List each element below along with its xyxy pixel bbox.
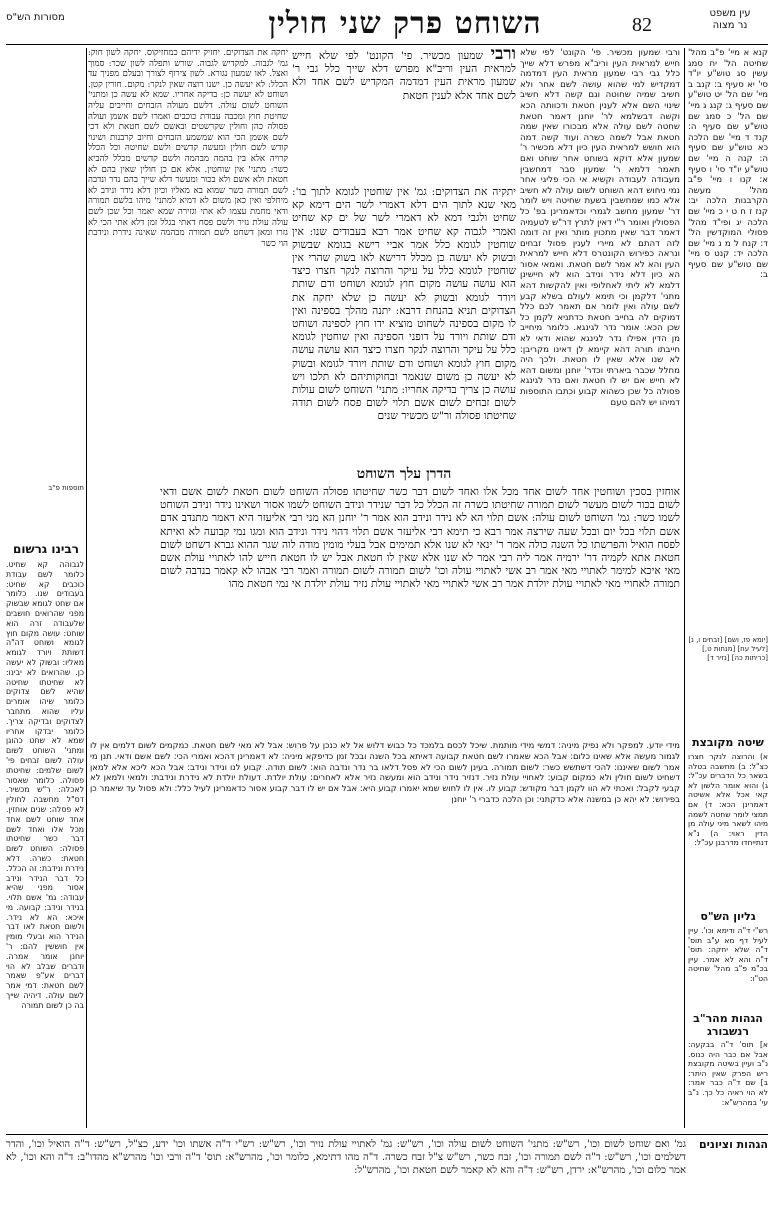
gemara-top-text: שמעון מכשיר. פי' הקונט' לפי שלא חייש למראית העין וריב"א מפרש דלא שייך כלל גבי ר' שמעון מראית העין דמדמה המקדיש לשם אחד ולא לשם אחד אלא לענין חטאת — [292, 50, 516, 102]
gemara-top — [292, 48, 516, 182]
gilyon-hashas-title: גליון הש"ס — [700, 910, 756, 923]
gemara-continued: אוחזין בסכין ושוחטין אחד לשום אחד מכל אלו ואחד לשום דבר כשר שחיטתו פסולה השוחט לשום חטאת לשום אשם ודאי לשום בכור לשום מעשר לשום תמורה שחיטתו כשרה זה הכלל כל דבר שנידר ונידב השוחט לשמו אסור ושאינו נידר ונידב השוחט לשמו כשר: גמ' השוחט לשום עולה: אשם תלוי הא לא נידר ונידב הוא אמר ר' יוחנן הא מני רבי אליעזר היא דאמר מתנדב אדם אשם תלוי בכל יום ובכל שעה שירצה אמר רבא כי תימא רבי אליעזר אשם תלוי דהוי נידר ונידב הוא ומגו נמי קבועה לא ואיתא לפסח הואיל והפרשתו כל השנה כולה אמר ר' ינאי לא שנו אלא תמימים אבל בעלי מומין מודה לוה שגר ההוא גברא דשחט לשום חטאת אתא לקמיה דר' ירמיה אמר ליה רבי אמר לא שנו אלא שאין לו חטאת אבל יש לו חטאת חייש להו לאתויי עולת אשם מאי איכא למימר לאתויי מאי אמר רב אשי לאתויי עולה וכו' לשום תמורה לשום תמורה ואמר רבי אבהו לא קאמר בנדבה לשום תמורה לאחויי מאי לאתויי עולת יולדת אמר רב אשי לאתויי מאי לאתויי עולת נזיר עולת יולדת אי נמי חטאת מהו — [160, 486, 680, 591]
footer-divider — [6, 1134, 768, 1135]
tosafot-text-2: והא לא אמר לשם חטאת. ואמאי אסור הא כיון דלא נידר ונידב הוא לא חיישינן דלמא לא ליתי לאחלופי ואין להקשות דהא מתני' דלקמן וכי תימא לעולם בשלא קבע לשם עולה ואין לומר אם תאמר לכם כלל דמוקים לה בחייב חטאת כדתניא לקמן כל שכן הכא: אומר נדר לגינגא. כלומר מיחייב מן הדין אפילו נדר לגינגא שהוא ודאי לא חייבתו תורה דהא קיימא לן דאינו מקריבן: לא שנו אלא שאין לו חטאת. ולכך היה מחלל שכבר ביארתי וכדר' יוחנן ומשום דהא לא חייש אם יש לו חטאת ואם נדר לגינגא פסולה כל שכן כשהוא קבוע וכתבו התוספות דמיהו יש להם טעם — [520, 259, 680, 408]
masoret-hashas-label: מסורות הש"ס — [6, 12, 65, 23]
rashi-column: יחקה את הצדוקים. יחזיק ידיהם כמחזיקוס. יחקה לשון חוק: גמ' לגבוה. למקדיש לגבוה. שורש ותפלה לשון שכר: סמוך ואצל. לאו שמעון נגורא. לשון צירוף לצורך ובעלם מפניך עד הכלל: לא יעשה כן. ישנו רוצה שאין לנקר: מקום. חורין קטן. ושוחט לא יעשה כן: בדיקה אחריו. שמא לא עשה כן ומתני' השוחט לשום עולה. דלשם מעולה הזבחים וחייבים עליה שחיטת חוץ ומכבה עבודת כוכבים ואמרו לשם אשמן ועולה פסולה כהן וחולין שקרשטים ובאשם לשם חטאת ולא דכי לשם אשמן הכי הוא שמשמע הזבחים וחיוב קרבנות ושינוי קודש לשם חולין ומעשה קדשים ולשם שחיטה וכל הכלל קרויה אלא בין בהמה מבהמה ולשם קדשים מכלל להביא כשר: מתני' אין שוחטין. אלא אם כן חולין שאין בהם לא חטאת ולא אשם ולא בכור ומעשר דלא שייך בהם נדר ונדבה לשם תמורה כשר שמוא בא מאליו וכיון דלא נידר ונידב לא מיחלפי ואין כאן משום לא דמיא למתני' מיהו בלשם תמורה ודאי מחמת עצמו לא אתי וגזירה שמא יאמר וכל שכן לשם עולה עולת נזיר ולשם פסח דאתי בגלל זמן דלא אתי הכי לא גזרו ומאן דשחט לשם תמורה מבהמה שאינה נידרת ונידבת הוי כשר — [88, 48, 288, 249]
page-number: 82 — [632, 14, 652, 36]
page-title: השוחט פרק שני חולין — [268, 6, 542, 41]
rabbeinu-gershom-title: רבינו גרשום — [13, 542, 79, 556]
column-divider — [684, 48, 685, 1128]
hagahot-text: א] תוס' ד"ה בבקעה: אבל אם כבר היה כנוס. נ"ב ועיין בשיטה מקובצת ריש הפרק שאין היתר: ב] שם ד"ה כבר אמר: לא הוי ראיה כל כך. נ"ב עי' במהרש"א: — [688, 1040, 768, 1107]
gilyon-hashas-text: רש"י ד"ה ודימא וכו'. עיין לעיל דף מא ע"ב תוס' ד"ה שלא יחקה: תוס' ד"ה והא לא אמר. עיין בכ"מ פ"ב מהל' שחיטה הט"ו: — [688, 926, 768, 983]
gemara-lead-word: ורבי — [490, 48, 516, 64]
bottom-commentary: מידי יודע. למפקר ולא נפיק מיניה: דמשי מידי מותמת. שיכל לכסם בלמכד כל כבוש דלוש אל לא כנכן על פרוש: אבל לא מאי לשם חטאת. כמקמים לשום דלמים אין לו לגמור מעשה אלא שאינו כלום: אבל הכא שאמרו לשם חטאת קבועה דאיתא בכל השנה ובכל זמן כדיפקא מיניה: לא דאמרינן דהכא ואמרי הכי: לשם אשם ודאי. תנן מי אמר לשום שאיננו: להכי דשתשש כשר: לשום תמורה. בעינן לשום הכי לא פסל דלאו בר נדר ונדבה הוא: לשום תודה. קבוע לנו ונידר ונידב: אבל הכא ליכא אלא למאן דשחיט לשום חולין ולא כמקום קבוע: לאחויי עולת נזיר. דנזיר נידר ונידב הוא ומעשה נזיר אלא לאחרים: עולת יולדת. דעולת יולדת לא נידרת ונידבת: ולמאי ולמאן לא קבעי לקבל: ואכתי לא הוו לקמן דבר מקודש: קבוע לו. אין לו לחוש שמא יאמרו קבוע היא: אבל אם יש לו דבר קבוע אסור כדאמרינן לעיל כלל: ולא פסול עד שיאמר כן בפירוש: לא יהא כן במשנה אלא כדקתני: וכן הלכה כדברי ר' יוחנן — [90, 740, 680, 804]
hadran: הדרן עלך השוחט — [356, 466, 452, 482]
footer-text: גמ' ואם שוחט לשום וכו', רש"ש: מתני' השוחט לשום עולה וכו', רש"ש: גמ' לאתויי עולת נזיר וכו', רש"ש: רש"י ד"ה אשתו וכו' ידע, כצ"ל, רש"ש: ד"ה הואיל וכו', והדר דשלמים וכו', רש"ש: ד"ה לשם תמורה וכו', זבח כשר, רש"ש צ"ל זבח כשרה. ד"ה מהו דתימא, כלומר וכו', מהרש"א: תוס' ד"ה ורבי וכו' מהרש"א מהדו"ב: ד"ה והא וכו', לא אמר כלום וכו', מהרש"א: ירדן, רש"ש: ד"ה והא לא קאמר לשם חטאת וכו', מהרש"ל: — [6, 1139, 686, 1176]
rashi-margin-note: תוספות פ"ב — [48, 484, 84, 492]
ein-mishpat-column: קנא א מיי' פ"ב מהל' שחיטה הל' יח סמג עשין סג טוש"ע יו"ד סי' יא סעיף ב: קנב ב מיי' שם הל' יט טוש"ע שם סעיף ג: קנג ג מיי' שם הל' כ סמג שם טוש"ע שם סעיף ה: קנד ד מיי' שם הלכה כא טוש"ע שם סעיף ה: קנה ה מיי' שם טוש"ע יו"ד סי' ו סעיף א: קנו ו מיי' פ"ב מהל' מעשה הקרבנות הלכה יב: קנז ז ח ט י כ מיי' שם הלכה יג ופי"ד מהל' פסולי המוקדשין הל' ד: קנח ל מ נ מיי' שם הלכה יד: קנט ס מיי' שם טוש"ע שם סעיף ב: — [688, 48, 768, 281]
ein-mishpat-notes: [יומא פז, ושם] [זבחים ו, נ] [לעיל עח] [מנחות ט,] [כריתות כה] [נזיר ד] — [688, 636, 768, 662]
footer-label: הגהות וציונים — [698, 1138, 768, 1151]
hagahot-title: הגהות מהר"ב רנשבורג — [693, 1012, 763, 1038]
left-column-divider — [86, 48, 87, 1128]
gemara-main: יתקיה את הצדוקים: גמ' אין שוחטין לגומא לתוך בו': מאי שנא לתוך הים דלא דאמרי לשר הים דימא קא שחיט ולגבי דמא לא דאמרי לשר של ים קא שחיט ואמרי לגבוה קא שחיט אמר רבא בעבודים שנו: אין שוחטין לגומא כלל אמר אביי רישא בגומא שבשוק ובשוק לא יעשה כן מכלל דרישא לאו בשוק שהרי אין שוחטין לגומא כלל על עיקר והרוצה לנקר חצרו כיצד הוא עושה עושה מקום חוץ לגומא ושוחט ודם שותת ויורד לגומא ובשוק לא יעשה כן שלא יחקה את הצדוקים תניא בהנחת דרבא: יתנה מהלך בספינה ואין לו מקום בספינה לשחוט מוציא ידו חוץ לספינה ושוחט ודם שותת ויורד על דופני הספינה ואין שוחטין לגומא כלל על עיקר והרוצה לנקר חצרו כיצד הוא עושה עושה מקום חוץ לגומא ושוחט ודם שותת ויורד לגומא ובשוק לא יעשה כן משום שנאמר ובחוקותיהם לא תלכו ויש עושה כן צריך בדיקה אחריו: מתני' השוחט לשום עולות לשום זבחים לשום אשם תלוי לשום פסח לשום תודה שחיטתו פסולה ור"ש מכשיר שנים — [292, 186, 516, 423]
header-divider — [6, 44, 768, 45]
shita-mekubetzet-title: שיטה מקובצת — [692, 736, 764, 749]
ein-mishpat-label: עין משפט נר מצוה — [709, 8, 751, 31]
shita-mekubetzet-text: א) והרוצה לנקר חצרו כצ"ל: ב) מחשבה בטלה בשאר כל הדברים עכ"ל: ג) והוא אומר הלשון לא קאי אכל אלא אשיטה דאמרינן הכא: ד) אם תמצי לומר שחטה לשמה מיהו לשאר מיני עולה מן הדין ראוי: ה) נ"א דנתייחדו מדרבנן עכ"ל: — [688, 752, 768, 848]
tosafot-text: ורבי שמעון מכשיר. פי' הקונט' לפי שלא חייש למראית העין וריב"א מפרש דלא שייך כלל גבי רבי שמעון מראית העין דמדמה דמקדיש למי שהוא עושה לשם אחר ולא חשיב שמיה שחוטה וגם קשה דלא חשיב שינוי השם אלא לענין חטאת ודכוותה הכא וקשה דבשלמא לר' יוחנן דאמר חטאת שחטה לשם עולה אלא מבכורו שאין שמה חטאת אבל לשמה כשרה ועוד קשה דמה הוא חושש למראית העין כיון דלא מכשיר ר' שמעון אלא דוקא בשוחט אחר שוחט ואם תאמר דלמא ר' שמעון סבר דמחשבין מעבודה לעבודה וקשיא אי הכי פליגי אחר נמי ניחוש דהא השוחט לשום עולה לא חשיב אלא כמו שמחשבין בשעת שחיטה ויש לומר דר' שמעון מחשב לגמרי וכדאמרינן בפ' כל הפסולין ואומר ר"י דאין לתרץ דר"ש לטעמיה דאמר דבר שאין מתכוין מותר ואין זה דומה לזה דהתם לא מיירי לענין פסול זבחים ונראה כפירוש הקונטרס דלא חייש למראית העין — [520, 48, 680, 270]
rabbeinu-gershom-text: לגבוהה קא שחיט. כלומר לשם עבודת כוכבים קא שחיט: בעבודים שנו. כלומר אם שחט לגומא שבשוק מפני שהרואים חושבים שלעבודה זרה הוא שוחט: עושה מקום חוץ לגומא ושוחט דה"ה דשותת ויורד לגומא מאליו: ובשוק לא יעשה כן. שהרואים לא יבינו: לא שחיטתו שחיטה שהיא לשם צדוקים כלומר שיהו אומרים עליו שהוא מתחבר לצדוקים ובדיקה צריך. כלומר יבדקו אחריו שמא לא שחט כהוגן ומתני' השוחט לשום עולה לשום זבחים פי' לשום שלמים: שחיטתו פסולה. כלומר שאסור לאכלה: ר"ש מכשיר. דס"ל מחשבה לחולין לא פסלה: שנים אוחזין. אחד שוחט לשם אחד מכל אלו ואחד לשם דבר כשר שחיטתו פסולה: השוחט לשום חטאת: כשרה. דלא נידרת ונידבת: זה הכלל. כל דבר הנידר ונידב אסור מפני שהיא עבודה: גמ' אשם תלוי. בנידר ונידב: קבועה. מי איכא: הא לא נידר. ולשום חטאת לאו דבר הנידר הוא ובעלי מומין אין חוששין להם: ר' יוחנן אומר אמרה. ודברים שבלב לא הוי דברים אע"פ שאמר לשם חטאת: דמי אמר לשם עולה. דיהיה שייך בה כן לשום תמורה — [6, 560, 84, 1010]
